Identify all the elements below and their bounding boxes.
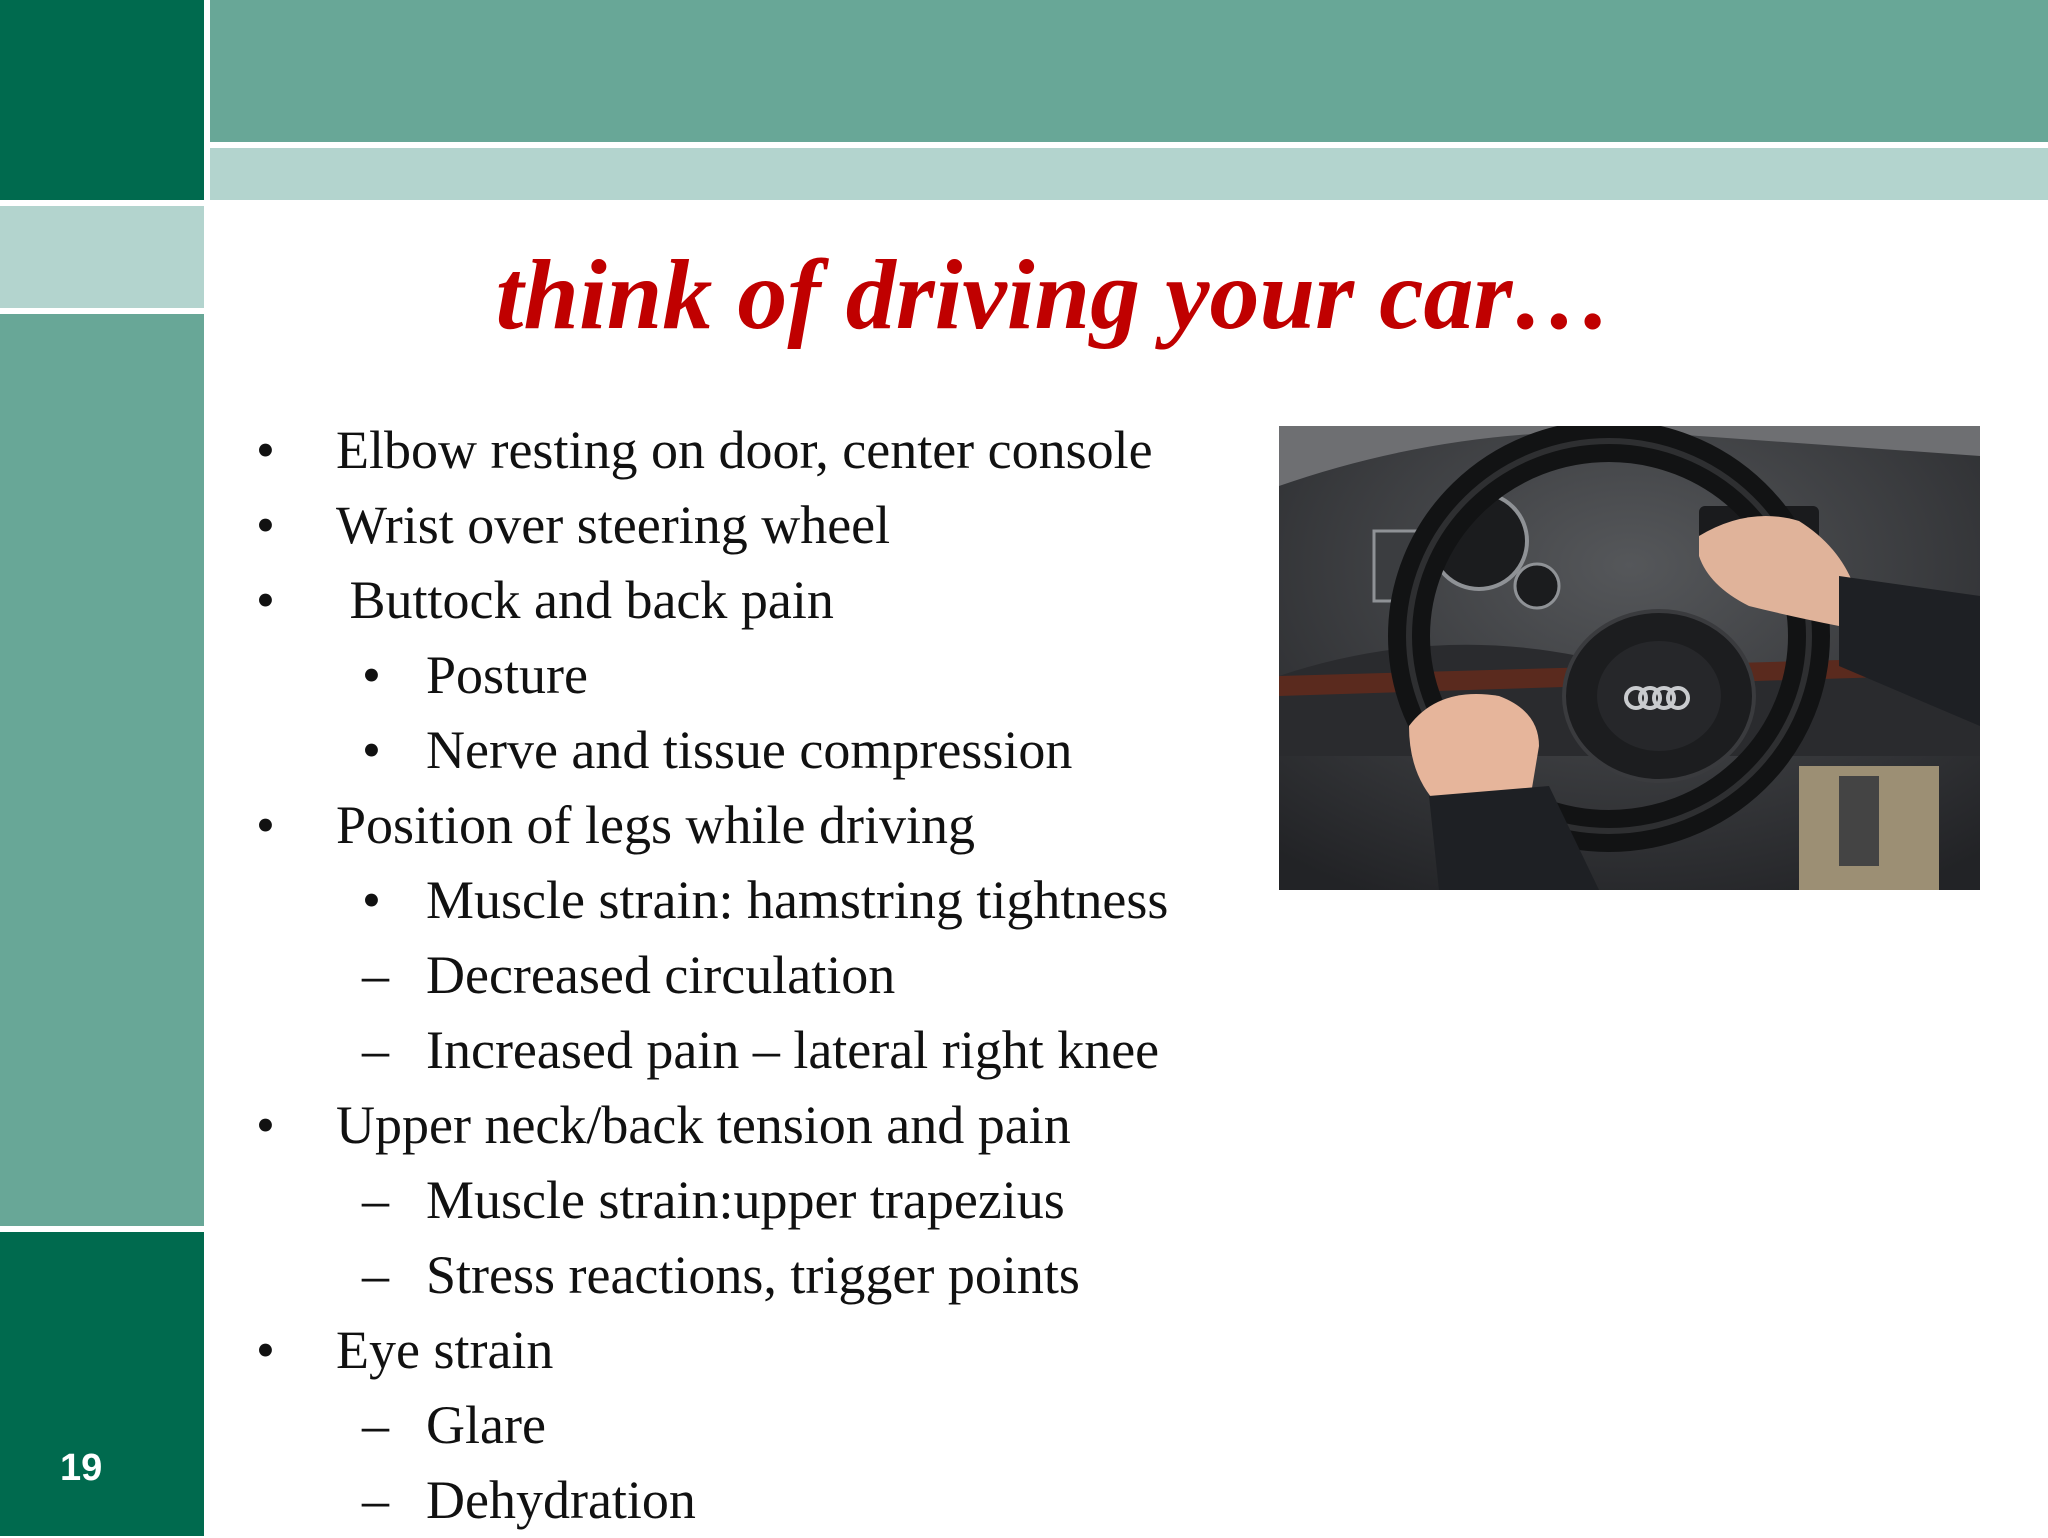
bullet-marker: •	[256, 570, 275, 630]
bullet-text: Muscle strain: hamstring tightness	[426, 870, 1169, 930]
bullet-marker: •	[256, 495, 275, 555]
bullet-text: Upper neck/back tension and pain	[336, 1095, 1071, 1155]
bullet-text: Muscle strain:upper trapezius	[426, 1170, 1065, 1230]
bullet-marker: •	[256, 420, 275, 480]
bullet-marker: •	[362, 645, 381, 705]
bullet-text: Increased pain – lateral right knee	[426, 1020, 1160, 1080]
steering-wheel-illustration	[1279, 426, 1980, 890]
bullet-marker: •	[256, 795, 275, 855]
bullet-text: Buttock and back pain	[336, 570, 834, 630]
bullet-marker: •	[256, 1320, 275, 1380]
bullet-text: Stress reactions, trigger points	[426, 1245, 1080, 1305]
dash-marker: –	[362, 1020, 389, 1080]
bullet-text: Glare	[426, 1395, 546, 1455]
bullet-marker: •	[256, 1095, 275, 1155]
bullet-text: Position of legs while driving	[336, 795, 975, 855]
dash-marker: –	[362, 1170, 389, 1230]
dash-marker: –	[362, 945, 389, 1005]
steering-wheel-photo	[1279, 426, 1980, 890]
bullet-text: Decreased circulation	[426, 945, 896, 1005]
bullet-text: Nerve and tissue compression	[426, 720, 1073, 780]
dash-marker: –	[362, 1395, 389, 1455]
dash-marker: –	[362, 1245, 389, 1305]
bullet-text: Dehydration	[426, 1470, 696, 1530]
slide-title: think of driving your car…	[495, 239, 1613, 350]
bullet-marker: •	[362, 720, 381, 780]
bullet-text: Eye strain	[336, 1320, 554, 1380]
bullet-text: Wrist over steering wheel	[336, 495, 891, 555]
dash-marker: –	[362, 1470, 389, 1530]
bullet-text: Elbow resting on door, center console	[336, 420, 1153, 480]
bullet-text: Posture	[426, 645, 588, 705]
slide-number: 19	[60, 1447, 103, 1489]
bullet-marker: •	[362, 870, 381, 930]
